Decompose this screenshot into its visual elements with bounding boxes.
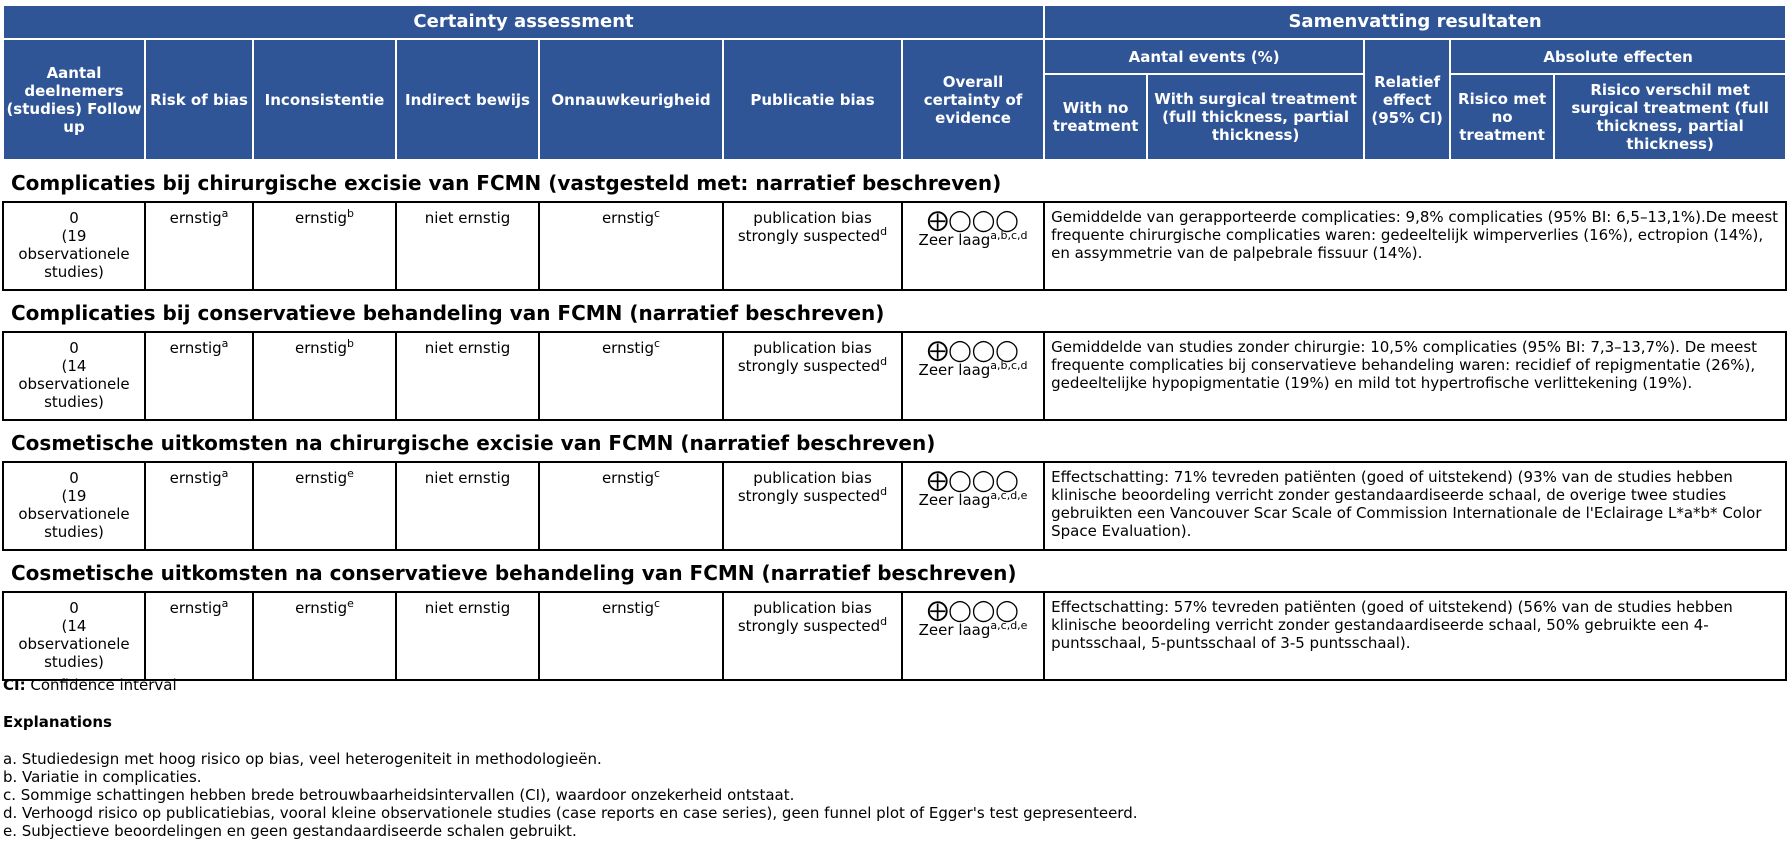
col-header-with-no-treatment: With no treatment [1044, 74, 1147, 160]
explanation-item: b. Variatie in complicaties. [3, 768, 202, 786]
participants-count: 0 [69, 339, 79, 357]
col-header-deelnemers: Aantal deelnemers (studies) Follow up [3, 39, 145, 160]
outcome-row [3, 332, 1786, 420]
explanation-item: d. Verhoogd risico op publicatiebias, vooral kleine observationele studies (case reports en case series), geen funnel plot of Egger's test gepresenteerd. [3, 804, 1138, 822]
col-header-relatief-effect: Relatief effect (95% CI) [1364, 39, 1450, 160]
col-header-risk-of-bias: Risk of bias [145, 39, 253, 160]
grade-evidence-table [2, 4, 1787, 681]
imprecision-cell: ernstig$^c$ [539, 202, 723, 290]
col-header-inconsistentie: Inconsistentie [253, 39, 396, 160]
certainty-circles-icon: ⨁◯◯◯ [927, 208, 1019, 232]
publication-bias-cell: publication bias strongly suspected$^d$ [723, 592, 902, 680]
participants-count: 0 [69, 599, 79, 617]
col-header-onnauwkeurigheid: Onnauwkeurigheid [539, 39, 723, 160]
studies-text: (19 observationele studies) [18, 487, 130, 541]
indirectness-cell: niet ernstig [396, 202, 539, 290]
outcome-row [3, 592, 1786, 680]
risk-of-bias-cell: ernstig$^a$ [145, 202, 253, 290]
studies-text: (14 observationele studies) [18, 357, 130, 411]
explanation-item: a. Studiedesign met hoog risico op bias, veel heterogeniteit in methodologieën. [3, 750, 602, 768]
outcome-title: Cosmetische uitkomsten na chirurgische excisie van FCMN (narratief beschreven) [11, 431, 936, 455]
certainty-assessment-header: Certainty assessment [3, 5, 1044, 39]
outcome-row [3, 202, 1786, 290]
col-header-publicatie-bias: Publicatie bias [723, 39, 902, 160]
participants-count: 0 [69, 209, 79, 227]
col-header-with-surgical-treatment: With surgical treatment (full thickness, partial thickness) [1147, 74, 1364, 160]
certainty-cell: ⨁◯◯◯ Zeer laag$^{a,b,c,d}$ [902, 202, 1044, 290]
certainty-cell: ⨁◯◯◯ Zeer laag$^{a,c,d,e}$ [902, 592, 1044, 680]
participants-cell [3, 462, 145, 550]
imprecision-cell: ernstig$^c$ [539, 332, 723, 420]
imprecision-cell: ernstig$^c$ [539, 592, 723, 680]
explanations-list [3, 750, 1783, 840]
explanations-title: Explanations [3, 713, 112, 731]
inconsistency-cell: ernstig$^e$ [253, 592, 396, 680]
explanation-item: e. Subjectieve beoordelingen en geen gestandaardiseerde schalen gebruikt. [3, 822, 577, 840]
certainty-cell: ⨁◯◯◯ Zeer laag$^{a,b,c,d}$ [902, 332, 1044, 420]
summary-cell: Effectschatting: 57% tevreden patiënten (goed of uitstekend) (56% van de studies hebben klinische beoordeling verricht zonder gestandaardiseerde schaal, 50% gebruikte een 4-puntsschaal, 5-puntsschaal of 3-5 puntsschaal). [1044, 592, 1786, 680]
inconsistency-cell: ernstig$^b$ [253, 202, 396, 290]
outcome-title: Complicaties bij conservatieve behandeling van FCMN (narratief beschreven) [11, 301, 885, 325]
participants-count: 0 [69, 469, 79, 487]
outcome-row [3, 462, 1786, 550]
participants-cell [3, 202, 145, 290]
col-header-indirect-bewijs: Indirect bewijs [396, 39, 539, 160]
participants-cell [3, 592, 145, 680]
summary-cell: Gemiddelde van gerapporteerde complicaties: 9,8% complicaties (95% BI: 6,5–13,1%).De meest frequente chirurgische complicaties waren: gedeeltelijk wimperverlies (16%), ectropion (14%), en assymmetrie van de palpebrale fissuur (14%). [1044, 202, 1786, 290]
footnotes [3, 676, 1783, 840]
col-header-risico-verschil: Risico verschil met surgical treatment (full thickness, partial thickness) [1554, 74, 1786, 160]
certainty-circles-icon: ⨁◯◯◯ [927, 468, 1019, 492]
risk-of-bias-cell: ernstig$^a$ [145, 462, 253, 550]
participants-cell [3, 332, 145, 420]
publication-bias-cell: publication bias strongly suspected$^d$ [723, 462, 902, 550]
outcome-title: Complicaties bij chirurgische excisie van FCMN (vastgesteld met: narratief beschreven) [11, 171, 1002, 195]
summary-cell: Gemiddelde van studies zonder chirurgie: 10,5% complicaties (95% BI: 7,3–13,7%). De meest frequente complicaties bij conservatieve behandeling waren: recidief of repigmentatie (26%), gedeeltelijke hypopigmentatie (19%) en mild tot hypertrofische verlittekening (19%). [1044, 332, 1786, 420]
risk-of-bias-cell: ernstig$^a$ [145, 332, 253, 420]
indirectness-cell: niet ernstig [396, 462, 539, 550]
outcome-title: Cosmetische uitkomsten na conservatieve behandeling van FCMN (narratief beschreven) [11, 561, 1017, 585]
publication-bias-cell: publication bias strongly suspected$^d$ [723, 202, 902, 290]
absolute-effecten-header: Absolute effecten [1450, 39, 1786, 74]
col-header-overall-certainty: Overall certainty of evidence [902, 39, 1044, 160]
explanation-item: c. Sommige schattingen hebben brede betrouwbaarheidsintervallen (CI), waardoor onzekerheid ontstaat. [3, 786, 795, 804]
certainty-circles-icon: ⨁◯◯◯ [927, 338, 1019, 362]
inconsistency-cell: ernstig$^e$ [253, 462, 396, 550]
inconsistency-cell: ernstig$^b$ [253, 332, 396, 420]
summary-cell: Effectschatting: 71% tevreden patiënten (goed of uitstekend) (93% van de studies hebben klinische beoordeling verricht zonder gestandaardiseerde schaal, de overige twee studies gebruikten een Vancouver Scar Scale of Commission Internationale de l'Eclairage L*a*b* Color Space Evaluation). [1044, 462, 1786, 550]
indirectness-cell: niet ernstig [396, 332, 539, 420]
samenvatting-resultaten-header: Samenvatting resultaten [1044, 5, 1786, 39]
col-header-risico-no-treatment: Risico met no treatment [1450, 74, 1554, 160]
aantal-events-header: Aantal events (%) [1044, 39, 1364, 74]
studies-text: (14 observationele studies) [18, 617, 130, 671]
publication-bias-cell: publication bias strongly suspected$^d$ [723, 332, 902, 420]
certainty-circles-icon: ⨁◯◯◯ [927, 598, 1019, 622]
imprecision-cell: ernstig$^c$ [539, 462, 723, 550]
certainty-cell: ⨁◯◯◯ Zeer laag$^{a,c,d,e}$ [902, 462, 1044, 550]
risk-of-bias-cell: ernstig$^a$ [145, 592, 253, 680]
indirectness-cell: niet ernstig [396, 592, 539, 680]
ci-abbreviation: CI: Confidence interval [3, 676, 177, 694]
studies-text: (19 observationele studies) [18, 227, 130, 281]
